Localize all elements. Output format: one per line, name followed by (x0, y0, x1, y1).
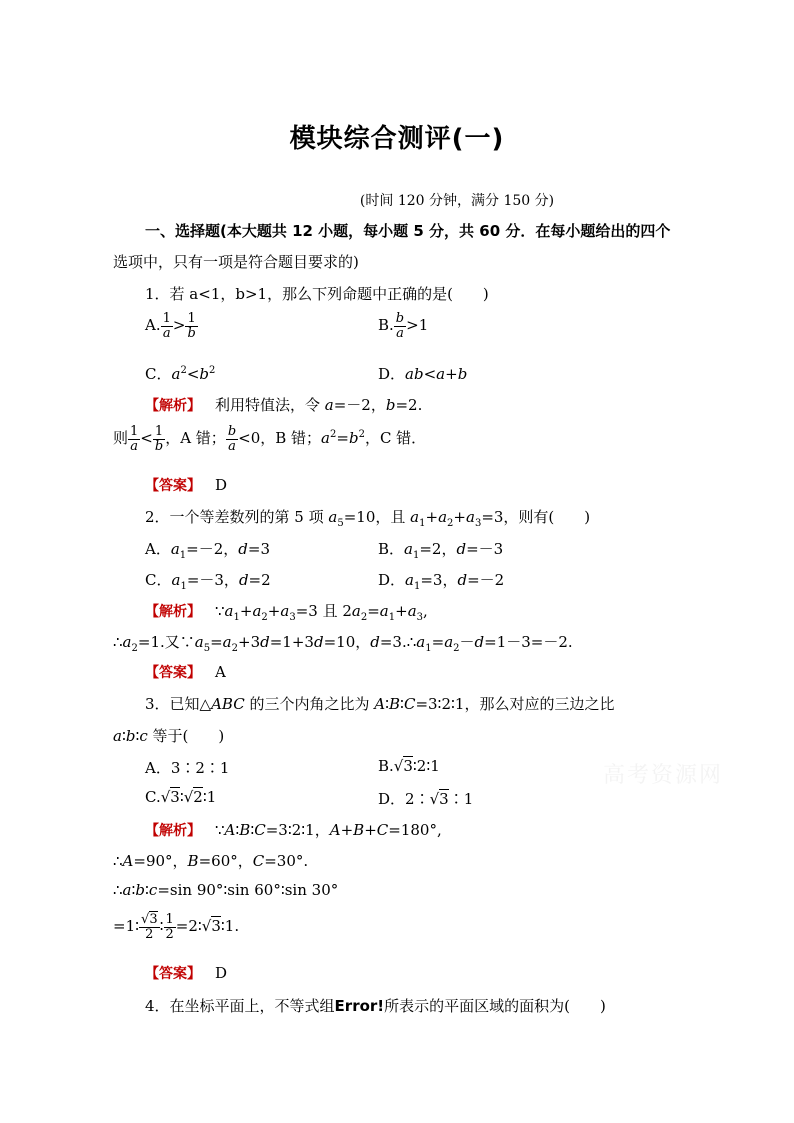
q3-option-a: A．3∶2∶1 (145, 759, 230, 777)
section-heading-line1: 一、选择题(本大题共 12 小题，每小题 5 分，共 60 分．在每小题给出的四个 (145, 222, 671, 240)
q4-stem: 4．在坐标平面上，不等式组Error!所表示的平面区域的面积为( ) (145, 997, 606, 1015)
answer-label: 【答案】 (145, 478, 201, 494)
q3-analysis-line3: ∴a∶b∶c=sin 90°∶sin 60°∶sin 30° (113, 881, 339, 899)
q2-option-d: D．$a_1=3$，d=－2 (378, 571, 505, 592)
analysis-label: 【解析】 (145, 398, 201, 414)
q2-stem: 2．一个等差数列的第 5 项 $a_5=10$，且 $a_1+a_2+a_3=3$，则有( ) (145, 508, 591, 529)
q2-option-a: A．$a_1=-2$，d=3 (145, 540, 271, 561)
q1-option-d: D．ab<a+b (378, 365, 468, 383)
q3-analysis-line2: ∴A=90°，B=60°，C=30°. (113, 852, 309, 870)
q1-option-c: C．$a^2<b^2$ (145, 365, 216, 383)
q2-option-b: B．$a_1=2$，d=－3 (378, 540, 504, 561)
q1-option-a: A. $\frac{1}{a}$ > $\frac{1}{b}$ (145, 311, 196, 341)
q3-analysis-line4: =1∶ $\frac{√3}{2}$ ∶ $\frac{1}{2}$ =2∶√3∶1. (113, 912, 240, 942)
q2-analysis-line2: $\therefore a_2=1$.又$\because a_5=a_2+3d=1+3d=10$，$d=3.\therefore a_1=a_2-d=1-3=-2$. (113, 633, 573, 654)
q1-option-b: B. $\frac{b}{a}$ >1 (378, 311, 429, 341)
q3-analysis-line1: 【解析】 ∵A∶B∶C=3∶2∶1，A+B+C=180°, (145, 821, 442, 839)
q3-option-c: C.√3∶√2∶1 (145, 788, 217, 806)
q3-answer: 【答案】 D (145, 964, 228, 982)
page-title: 模块综合测评(一) (289, 124, 505, 154)
q3-stem-line2: a∶b∶c 等于( ) (113, 727, 225, 745)
q1-answer: 【答案】 D (145, 476, 228, 494)
q1-analysis-line2: 则 $\frac{1}{a}$ < $\frac{1}{b}$ ，A 错； $\frac{b}{a}$ <0，B 错；$a^2=b^2$，C 错． (113, 424, 427, 454)
q1-analysis-line1: 【解析】 利用特值法，令 a=－2，b=2. (145, 396, 423, 414)
q1-stem: 1．若 a<1，b>1，那么下列命题中正确的是( ) (145, 285, 489, 303)
watermark: 高考资源网 (603, 763, 724, 788)
q3-option-b: B.√3∶2∶1 (378, 757, 440, 775)
q2-analysis-line1: 【解析】 $\because a_1+a_2+a_3=3$ 且 $2a_2=a_1+a_3$, (145, 602, 428, 623)
q3-option-d: D．2∶√3∶1 (378, 790, 474, 808)
q2-option-c: C．$a_1=-3$，d=2 (145, 571, 271, 592)
section-heading-line2: 选项中，只有一项是符合题目要求的) (113, 253, 359, 271)
q2-answer: 【答案】 A (145, 663, 226, 681)
q3-stem-line1: 3．已知△ABC 的三个内角之比为 A∶B∶C=3∶2∶1，那么对应的三边之比 (145, 695, 615, 713)
exam-info: (时间 120 分钟，满分 150 分) (359, 193, 555, 209)
